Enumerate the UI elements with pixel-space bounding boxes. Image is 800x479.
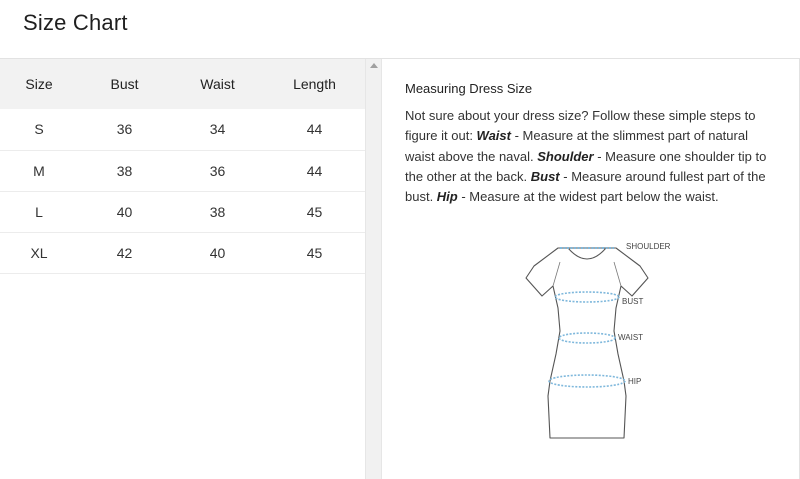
bust-measure-line xyxy=(555,292,619,302)
page-title: Size Chart xyxy=(23,10,128,35)
column-header-length: Length xyxy=(293,76,336,92)
hip-term: Hip xyxy=(436,189,458,205)
cell-length: 44 xyxy=(306,162,323,179)
size-table xyxy=(0,59,365,274)
bust-desc: - Measure around fullest part of the bust. xyxy=(405,168,766,205)
bust-term: Bust xyxy=(530,168,560,184)
cell-length: 45 xyxy=(306,203,323,220)
waist-label: WAIST xyxy=(618,333,644,342)
shoulder-desc: - Measure one shoulder tip to the other at the back. xyxy=(405,148,767,184)
hip-measure-line xyxy=(549,375,625,387)
column-header-waist: Waist xyxy=(200,76,235,92)
cell-size: M xyxy=(33,162,45,179)
column-header-bust: Bust xyxy=(110,76,139,92)
table-header-row xyxy=(0,59,365,109)
cell-bust: 38 xyxy=(116,162,133,179)
cell-bust: 42 xyxy=(116,244,133,261)
cell-size: L xyxy=(35,203,43,220)
waist-term: Waist xyxy=(476,128,511,144)
table-scrollbar[interactable] xyxy=(365,59,382,479)
table-row xyxy=(0,150,365,191)
size-table-pane xyxy=(0,59,365,479)
info-text xyxy=(405,106,777,207)
cell-length: 44 xyxy=(306,121,323,138)
dress-sleeve-seam-left xyxy=(553,262,560,286)
info-intro: Not sure about your dress size? Follow these simple steps to figure it out: xyxy=(405,108,756,144)
dress-neckline xyxy=(568,248,606,259)
waist-desc: - Measure at the slimmest part of natural waist above the naval. xyxy=(405,128,748,164)
cell-length: 45 xyxy=(306,244,323,261)
cell-bust: 40 xyxy=(116,203,133,220)
table-row xyxy=(0,191,365,232)
cell-waist: 34 xyxy=(209,121,226,138)
column-header-size: Size xyxy=(25,76,53,92)
bust-label: BUST xyxy=(622,297,644,306)
cell-size: S xyxy=(34,121,44,138)
cell-waist: 38 xyxy=(209,203,226,220)
scroll-up-arrow-icon[interactable] xyxy=(370,63,378,68)
cell-waist: 36 xyxy=(209,162,226,179)
shoulder-label: SHOULDER xyxy=(626,242,671,251)
dress-measurement-diagram xyxy=(520,236,680,446)
cell-bust: 36 xyxy=(116,121,133,138)
hip-desc: - Measure at the widest part below the waist. xyxy=(457,189,719,205)
table-row xyxy=(0,232,365,273)
info-heading: Measuring Dress Size xyxy=(405,81,533,96)
shoulder-term: Shoulder xyxy=(537,148,594,164)
cell-waist: 40 xyxy=(209,244,226,261)
hip-label: HIP xyxy=(628,377,642,386)
table-row xyxy=(0,109,365,150)
cell-size: XL xyxy=(30,244,48,261)
waist-measure-line xyxy=(559,333,615,343)
dress-sleeve-seam-right xyxy=(614,262,621,286)
